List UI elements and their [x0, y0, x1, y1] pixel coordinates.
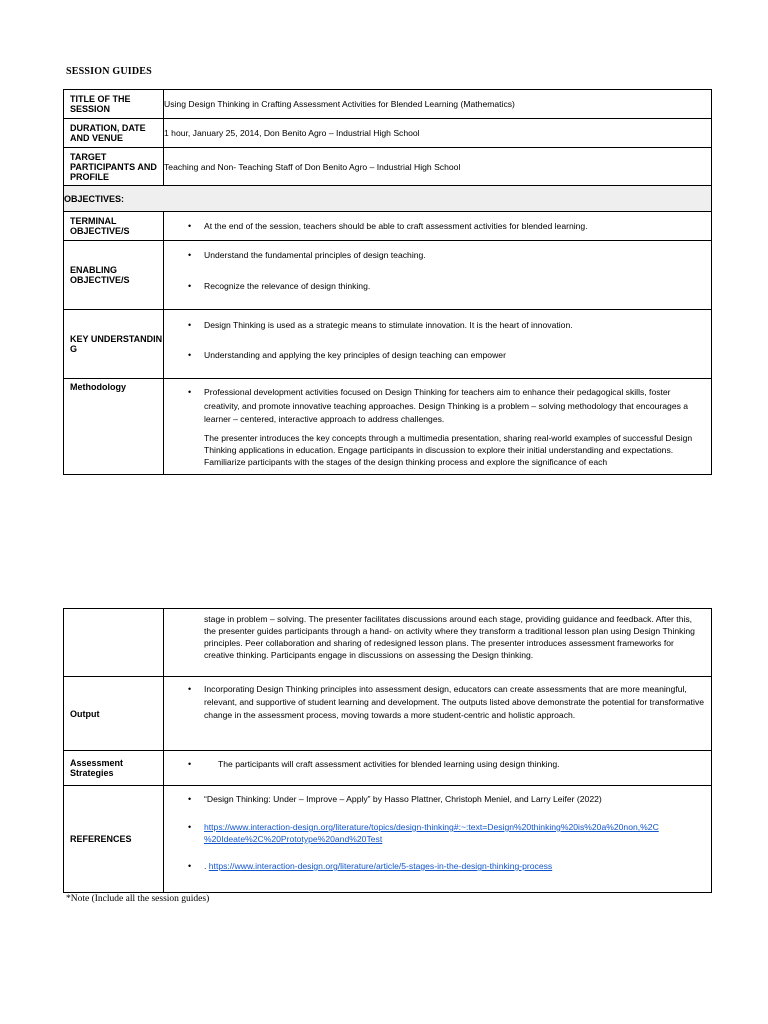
value-terminal: [164, 212, 712, 241]
reference-link-2[interactable]: https://www.interaction-design.org/literature/topics/design-thinking#:~:text=Design%20thinking%20is%20a%20non,%2C: [204, 822, 659, 832]
row-assessment: [64, 751, 712, 786]
label-key-understanding: KEY UNDERSTANDING: [64, 310, 164, 379]
row-objectives: [64, 186, 712, 212]
row-methodology: [64, 379, 712, 475]
session-guide-table-part-2: [63, 608, 712, 893]
list-item: • Understand the fundamental principles of design teaching.: [204, 249, 711, 261]
label-methodology: Methodology: [64, 379, 164, 475]
value-references: [164, 786, 712, 893]
label-empty: [64, 609, 164, 677]
row-title: [64, 90, 712, 119]
label-terminal: TERMINAL OBJECTIVE/S: [64, 212, 164, 241]
reference-item: • “Design Thinking: Under – Improve – Apply” by Hasso Plattner, Christoph Meniel, and Larry Leifer (2022): [204, 793, 711, 805]
page-heading: SESSION GUIDES: [66, 66, 152, 77]
reference-item: [204, 821, 711, 845]
value-assessment: [164, 751, 712, 786]
footnote: *Note (Include all the session guides): [66, 894, 210, 904]
list-item: • Professional development activities focused on Design Thinking for teachers aim to enhance their pedagogical skills, foster creativity, and promote innovative teaching approaches. Design Thinking is a problem – solving methodology that encourages a learner – centered, interactive approach to address challenges.: [204, 386, 705, 427]
list-item: • Understanding and applying the key principles of design teaching can empower: [204, 349, 711, 361]
value-target: Teaching and Non- Teaching Staff of Don Benito Agro – Industrial High School: [164, 148, 712, 186]
label-references: REFERENCES: [64, 786, 164, 893]
label-output: Output: [64, 677, 164, 751]
list-item: • At the end of the session, teachers should be able to craft assessment activities for blended learning.: [204, 220, 711, 232]
row-terminal: [64, 212, 712, 241]
label-duration: DURATION, DATE AND VENUE: [64, 119, 164, 148]
list-item: • The participants will craft assessment activities for blended learning using design thinking.: [204, 758, 711, 770]
value-key-understanding: [164, 310, 712, 379]
label-objectives: OBJECTIVES:: [64, 186, 712, 212]
value-duration: 1 hour, January 25, 2014, Don Benito Agro – Industrial High School: [164, 119, 712, 148]
list-item: • Incorporating Design Thinking principles into assessment design, educators can create assessments that are more meaningful, relevant, and supportive of student learning and development. The outputs listed above demonstrate the potential for transformative change in the assessment process, moving towards a more student-centric and holistic approach.: [204, 683, 705, 722]
list-item: • Recognize the relevance of design thinking.: [204, 280, 711, 292]
reference-item: [204, 860, 711, 872]
row-duration: [64, 119, 712, 148]
label-enabling: ENABLING OBJECTIVE/S: [64, 241, 164, 310]
row-references: [64, 786, 712, 893]
row-enabling: [64, 241, 712, 310]
value-title: Using Design Thinking in Crafting Assessment Activities for Blended Learning (Mathematics): [164, 90, 712, 119]
session-guide-table-part-1: [63, 89, 712, 475]
row-methodology-continued: [64, 609, 712, 677]
value-methodology: [164, 379, 712, 475]
row-target: [64, 148, 712, 186]
reference-prefix: .: [204, 861, 209, 871]
row-output: [64, 677, 712, 751]
value-enabling: [164, 241, 712, 310]
methodology-paragraph: The presenter introduces the key concepts through a multimedia presentation, sharing real-world examples of successful Design Thinking applications in education. Engage participants in discussion to explore their initial understanding and expectations. Familiarize participants with the stages of the design thinking process and explore the significance of each: [204, 432, 693, 467]
label-target: TARGET PARTICIPANTS AND PROFILE: [64, 148, 164, 186]
label-assessment: Assessment Strategies: [64, 751, 164, 786]
reference-link-3[interactable]: https://www.interaction-design.org/literature/article/5-stages-in-the-design-thinking-process: [208, 861, 553, 871]
label-title: TITLE OF THE SESSION: [64, 90, 164, 119]
value-methodology-continued: [164, 609, 712, 677]
value-output: [164, 677, 712, 751]
methodology-continued-paragraph: stage in problem – solving. The presenter facilitates discussions around each stage, providing guidance and feedback. After this, the presenter guides participants through a hand- on activity where they transform a traditional lesson plan using Design Thinking principles. Peer collaboration and sharing of redesigned lesson plans. The presenter introduces assessment frameworks for creative thinking. Participants engage in discussions on assessing the Design thinking.: [204, 614, 695, 660]
list-item: • Design Thinking is used as a strategic means to stimulate innovation. It is the heart of innovation.: [204, 319, 711, 331]
reference-link-2-continued[interactable]: %20Ideate%2C%20Prototype%20and%20Test: [204, 834, 383, 844]
row-key-understanding: [64, 310, 712, 379]
